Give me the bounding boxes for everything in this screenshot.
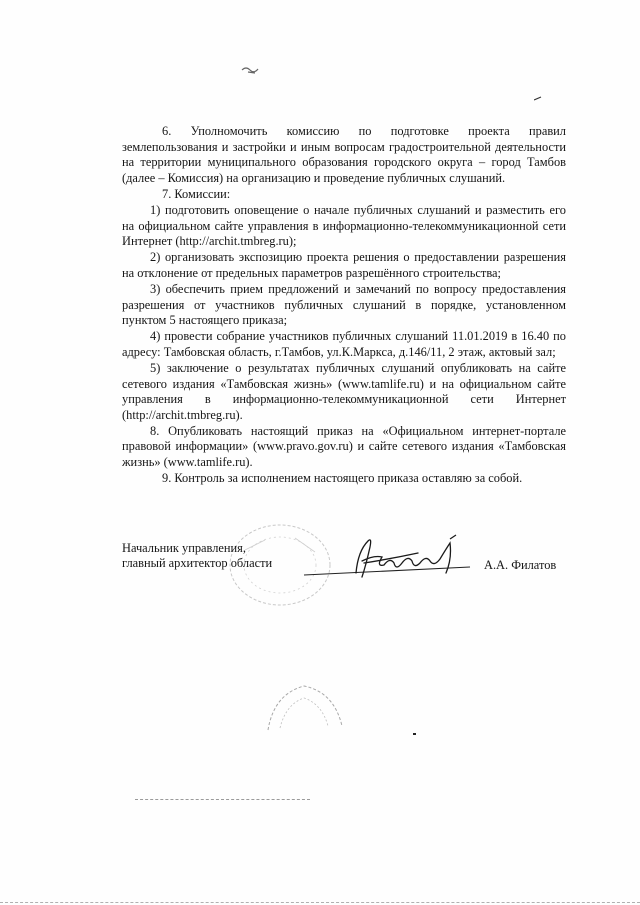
paragraph-7-1: 1) подготовить оповещение о начале публичных слушаний и разместить его на официальном сайте управления в информационно-телекоммуникационной сети Интернет (http://archit.tmbreg.ru); (122, 202, 566, 249)
position-line-2: главный архитектор области (122, 555, 273, 570)
scan-bottom-edge (0, 902, 640, 903)
paragraph-7: 7. Комиссии: (162, 186, 231, 201)
paragraph-9: 9. Контроль за исполнением настоящего приказа оставляю за собой. (162, 471, 523, 486)
handwritten-signature (300, 533, 480, 589)
signatory-position (122, 541, 272, 570)
scan-dash-line (135, 799, 310, 800)
scan-mark-right (534, 96, 542, 101)
scan-dot (413, 733, 416, 735)
paragraph-7-3: 3) обеспечить прием предложений и замечаний по вопросу предоставления разрешения от участников публичных слушаний в порядке, установленном пунктом 5 настоящего приказа; (122, 281, 566, 328)
document-body (122, 124, 566, 487)
scan-smudge-top (240, 64, 262, 76)
paragraph-8: 8. Опубликовать настоящий приказ на «Официальном интернет-портале правовой информации» (www.pravo.gov.ru) и сайте сетевого издания «Тамбовская жизнь» (www.tamlife.ru). (122, 423, 566, 469)
paragraph-6: 6. Уполномочить комиссию по подготовке проекта правил землепользования и застройки и иным вопросам градостроительной деятельности на территории муниципального образования городского округа – город Тамбов (далее – Комиссия) на организацию и проведение публичных слушаний. (122, 124, 566, 185)
official-stamp-lower (262, 680, 346, 736)
position-line-1: Начальник управления, (122, 541, 246, 555)
paragraph-7-4: 4) провести собрание участников публичных слушаний 11.01.2019 в 16.40 по адресу: Тамбовская область, г.Тамбов, ул.К.Маркса, д.146/11, 2 этаж, актовый зал; (122, 329, 566, 359)
paragraph-7-2: 2) организовать экспозицию проекта решения о предоставлении разрешения на отклонение от предельных параметров разрешённого строительства; (122, 250, 566, 280)
signatory-name: А.А. Филатов (484, 558, 557, 572)
paragraph-7-5: 5) заключение о результатах публичных слушаний опубликовать на сайте сетевого издания «Тамбовская жизнь» (www.tamlife.ru) и на официальном сайте управления в информационно-телекоммуникационной сети Интернет (http://archit.tmbreg.ru). (122, 360, 566, 422)
